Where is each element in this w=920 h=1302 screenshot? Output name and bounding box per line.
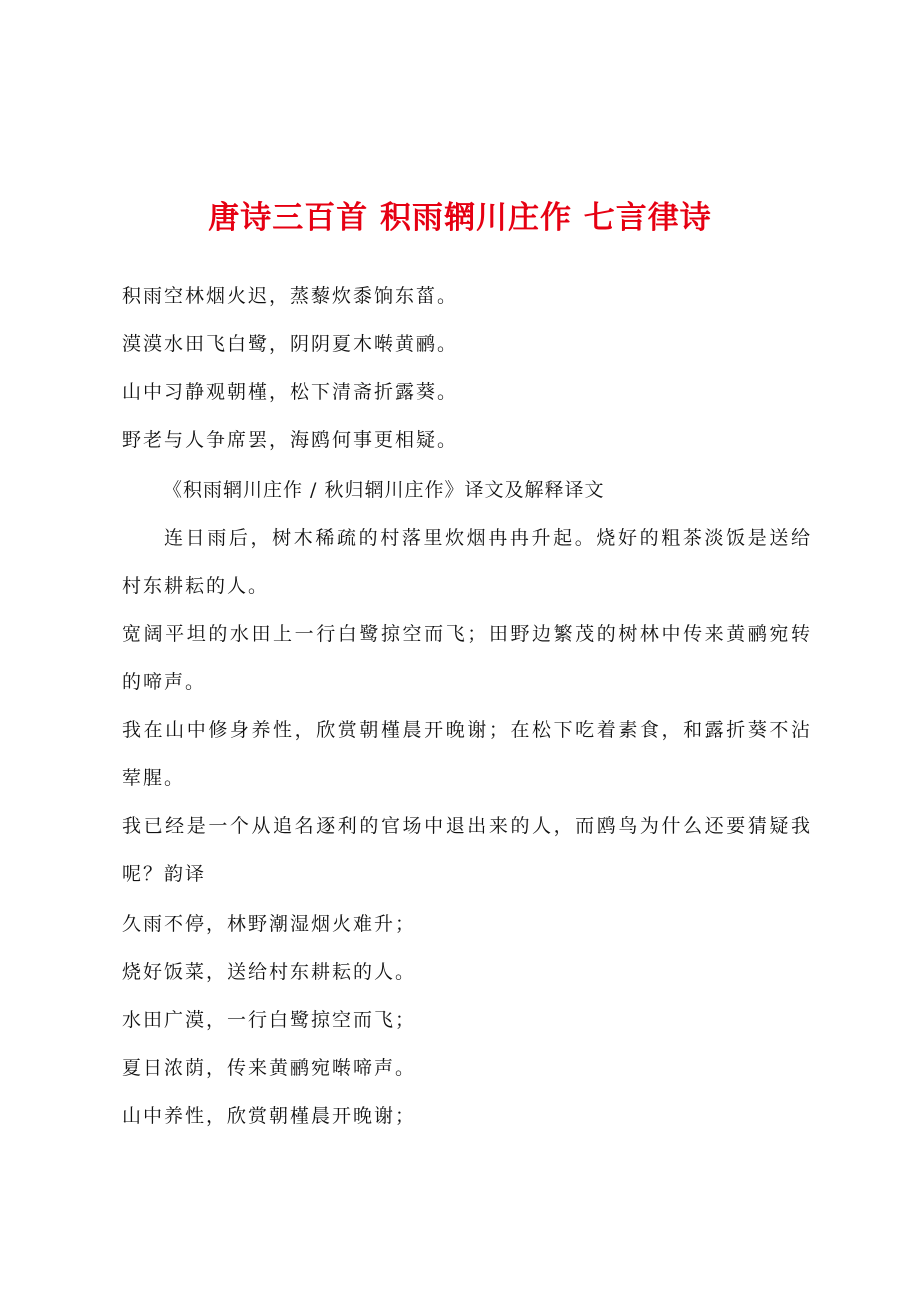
poem-line-4: 野老与人争席罢，海鸥何事更相疑。 [122,429,459,451]
translation-heading: 《积雨辋川庄作 / 秋归辋川庄作》译文及解释译文 [163,479,605,501]
rhymed-line-1: 久雨不停，林野潮湿烟火难升； [122,913,417,935]
rhymed-line-3: 水田广漠，一行白鹭掠空而飞； [122,1009,417,1031]
translation-paragraph-2: 宽阔平坦的水田上一行白鹭掠空而飞；田野边繁茂的树林中传来黄鹂宛转的啼声。 [122,623,812,693]
rhymed-line-4: 夏日浓荫，传来黄鹂宛啭啼声。 [122,1057,417,1079]
translation-paragraph-4: 我已经是一个从追名逐利的官场中退出来的人，而鸥鸟为什么还要猜疑我呢？韵译 [122,815,812,885]
rhymed-line-2: 烧好饭菜，送给村东耕耘的人。 [122,961,417,983]
rhymed-line-5: 山中养性，欣赏朝槿晨开晚谢； [122,1105,417,1127]
poem-line-3: 山中习静观朝槿，松下清斋折露葵。 [122,381,459,403]
document-title: 唐诗三百首 积雨辋川庄作 七言律诗 [208,200,712,236]
translation-paragraph-3: 我在山中修身养性，欣赏朝槿晨开晚谢；在松下吃着素食，和露折葵不沾荤腥。 [122,719,812,789]
translation-paragraph-1: 连日雨后，树木稀疏的村落里炊烟冉冉升起。烧好的粗茶淡饭是送给村东耕耘的人。 [122,527,812,597]
poem-line-1: 积雨空林烟火迟，蒸藜炊黍饷东菑。 [122,285,459,307]
poem-line-2: 漠漠水田飞白鹭，阴阴夏木啭黄鹂。 [122,333,459,355]
